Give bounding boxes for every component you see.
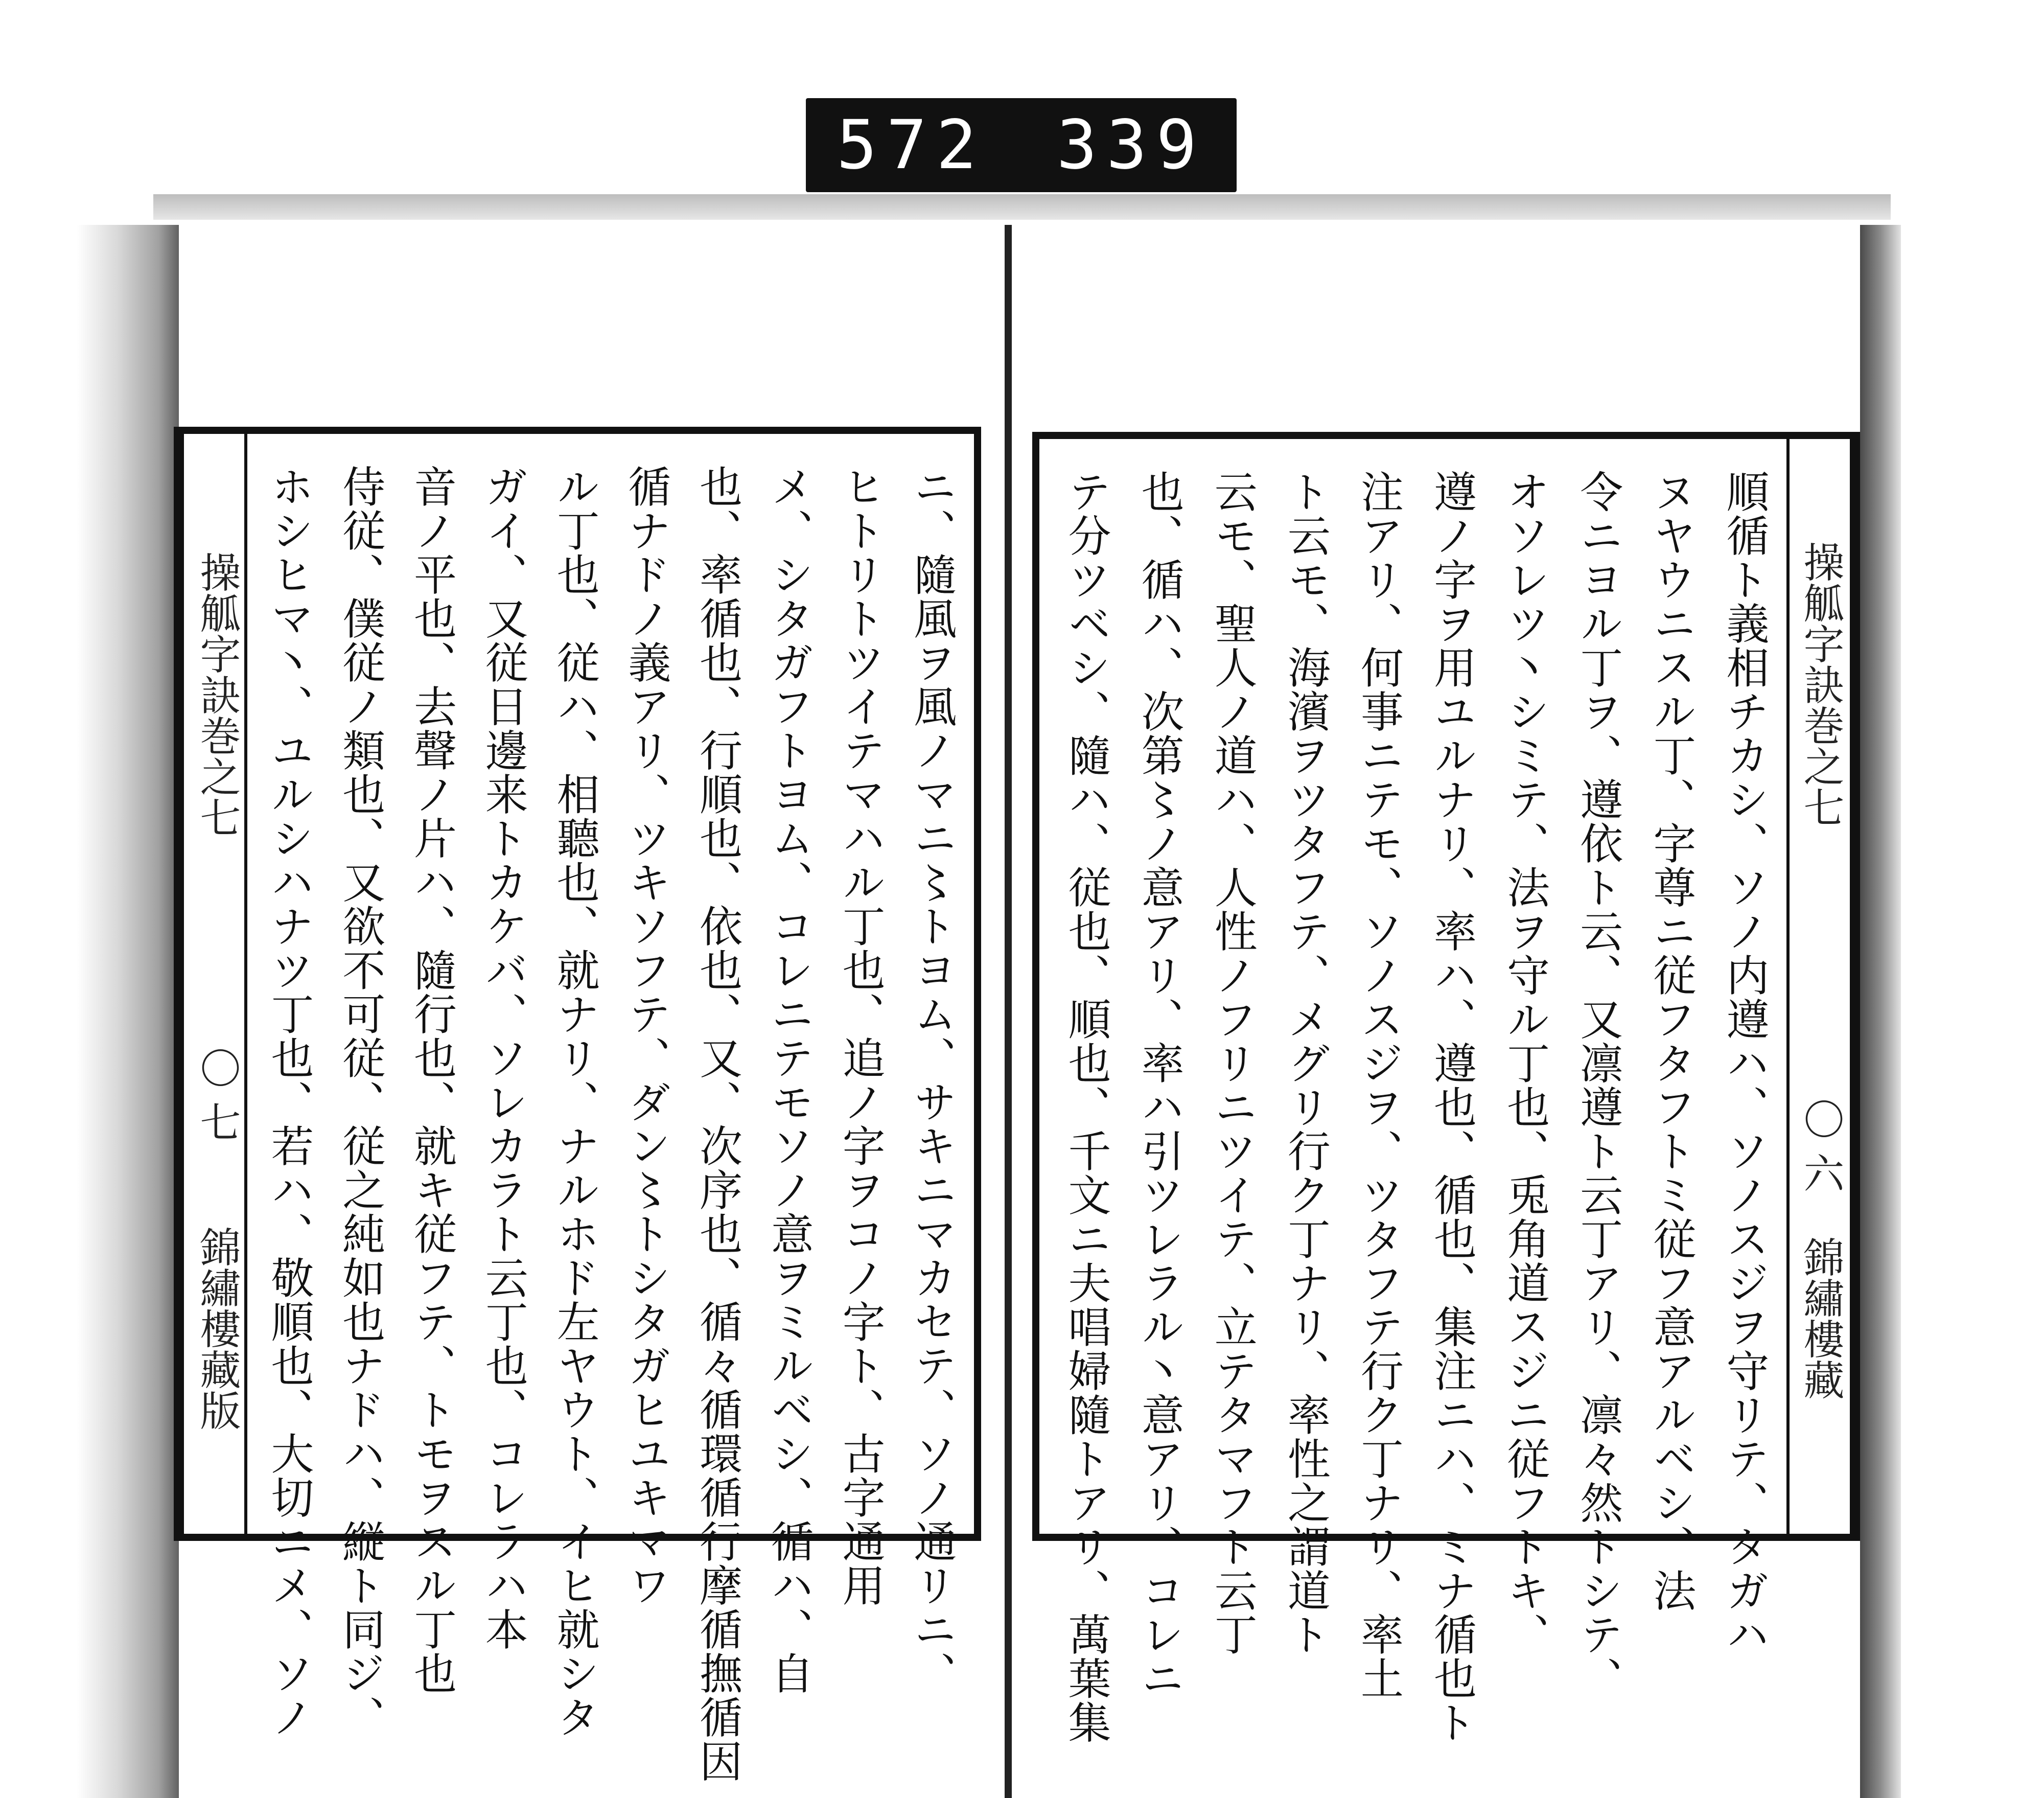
call-number-left: 572	[837, 106, 986, 185]
text-column: 注アリ、何事ニテモ、ソノスジヲ、ツタフテ行ク丁ナリ、率土	[1354, 470, 1404, 1700]
text-column: 循ナドノ義アリ、ツキソフテ、ダン〻トシタガヒユキマワ	[621, 465, 671, 1607]
text-column: 令ニヨル丁ヲ、遵依ト云、又凛遵ト云丁アリ、凛々然トシテ、	[1573, 470, 1623, 1700]
text-column: 也、率循也、行順也、依也、又、次序也、循々循環循行摩循撫循因	[692, 465, 743, 1783]
text-column: ホシヒマ丶、ユルシハナツ丁也、若ハ、敬順也、大切ニメ、ソノ	[264, 465, 314, 1739]
text-column: テ分ツベシ、隨ハ、従也、順也、千文ニ夫唱婦隨トアリ、萬葉集	[1061, 470, 1111, 1744]
text-column: 音ノ平也、去聲ノ片ハ、隨行也、就キ従フテ、トモヲスル丁也	[407, 465, 457, 1695]
right-page	[1032, 432, 1860, 1744]
call-number-right: 339	[1056, 106, 1206, 185]
text-column: 侍従、僕従ノ類也、又欲不可従、従之純如也ナドハ、縦ト同ジ、	[335, 465, 386, 1739]
text-column: メ、シタガフトヨム、コレニテモソノ意ヲミルベシ、循ハ、自	[764, 465, 815, 1695]
left-page-margin-title: 操觚字訣巻之七	[193, 551, 241, 838]
right-page-margin-leaf: 〇 六	[1797, 1098, 1844, 1193]
text-column: 云モ、聖人ノ道ハ、人性ノフリニツイテ、立テタマフト云丁	[1207, 470, 1258, 1656]
text-column: ト云モ、海濱ヲツタフテ、メグリ行ク丁ナリ、率性之謂道ト	[1281, 470, 1331, 1656]
left-page-margin-publisher: 錦繡樓藏版	[193, 1226, 241, 1431]
text-column: オソレツ丶シミテ、法ヲ守ル丁也、兎角道スジニ従フトキ、	[1500, 470, 1550, 1656]
text-column: 遵ノ字ヲ用ユルナリ、率ハ、遵也、循也、集注ニハ、ミナ循也ト	[1427, 470, 1477, 1744]
book-spine	[1005, 225, 1012, 1798]
text-column: ニ、隨風ヲ風ノマニ〻トヨム、サキニマカセテ、ソノ通リニ、	[907, 465, 957, 1695]
right-page-margin-publisher: 錦繡樓藏	[1797, 1236, 1844, 1400]
book-right-edge	[1860, 225, 1901, 1798]
text-column: ヌヤウニスル丁、字尊ニ従フタフトミ従フ意アルベシ、法	[1646, 470, 1697, 1612]
call-number-label	[806, 98, 1237, 192]
text-column: ガイ、又従日邊来トカケバ、ソレカラト云丁也、コレラハ本	[478, 465, 529, 1651]
right-page-text	[1061, 470, 1770, 1744]
text-column: ヒトリトツイテマハル丁也、追ノ字ヲコノ字ト、古字通用	[835, 465, 886, 1607]
left-page-text	[264, 465, 957, 1783]
text-column: ル丁也、従ハ、相聽也、就ナリ、ナルホド左ヤウト、イヒ就シタ	[550, 465, 600, 1739]
right-page-margin-title: 操觚字訣巻之七	[1797, 541, 1844, 827]
left-page-margin-leaf: 〇 七	[193, 1047, 241, 1142]
text-column: 也、循ハ、次第〻ノ意アリ、率ハ引ツレラル丶意アリ、コレニ	[1134, 470, 1185, 1700]
text-column: 順循ト義相チカシ、ソノ内遵ハ、ソノスジヲ守リテ、タガハ	[1719, 470, 1770, 1656]
left-page	[174, 427, 981, 1783]
book-left-edge	[77, 225, 179, 1798]
